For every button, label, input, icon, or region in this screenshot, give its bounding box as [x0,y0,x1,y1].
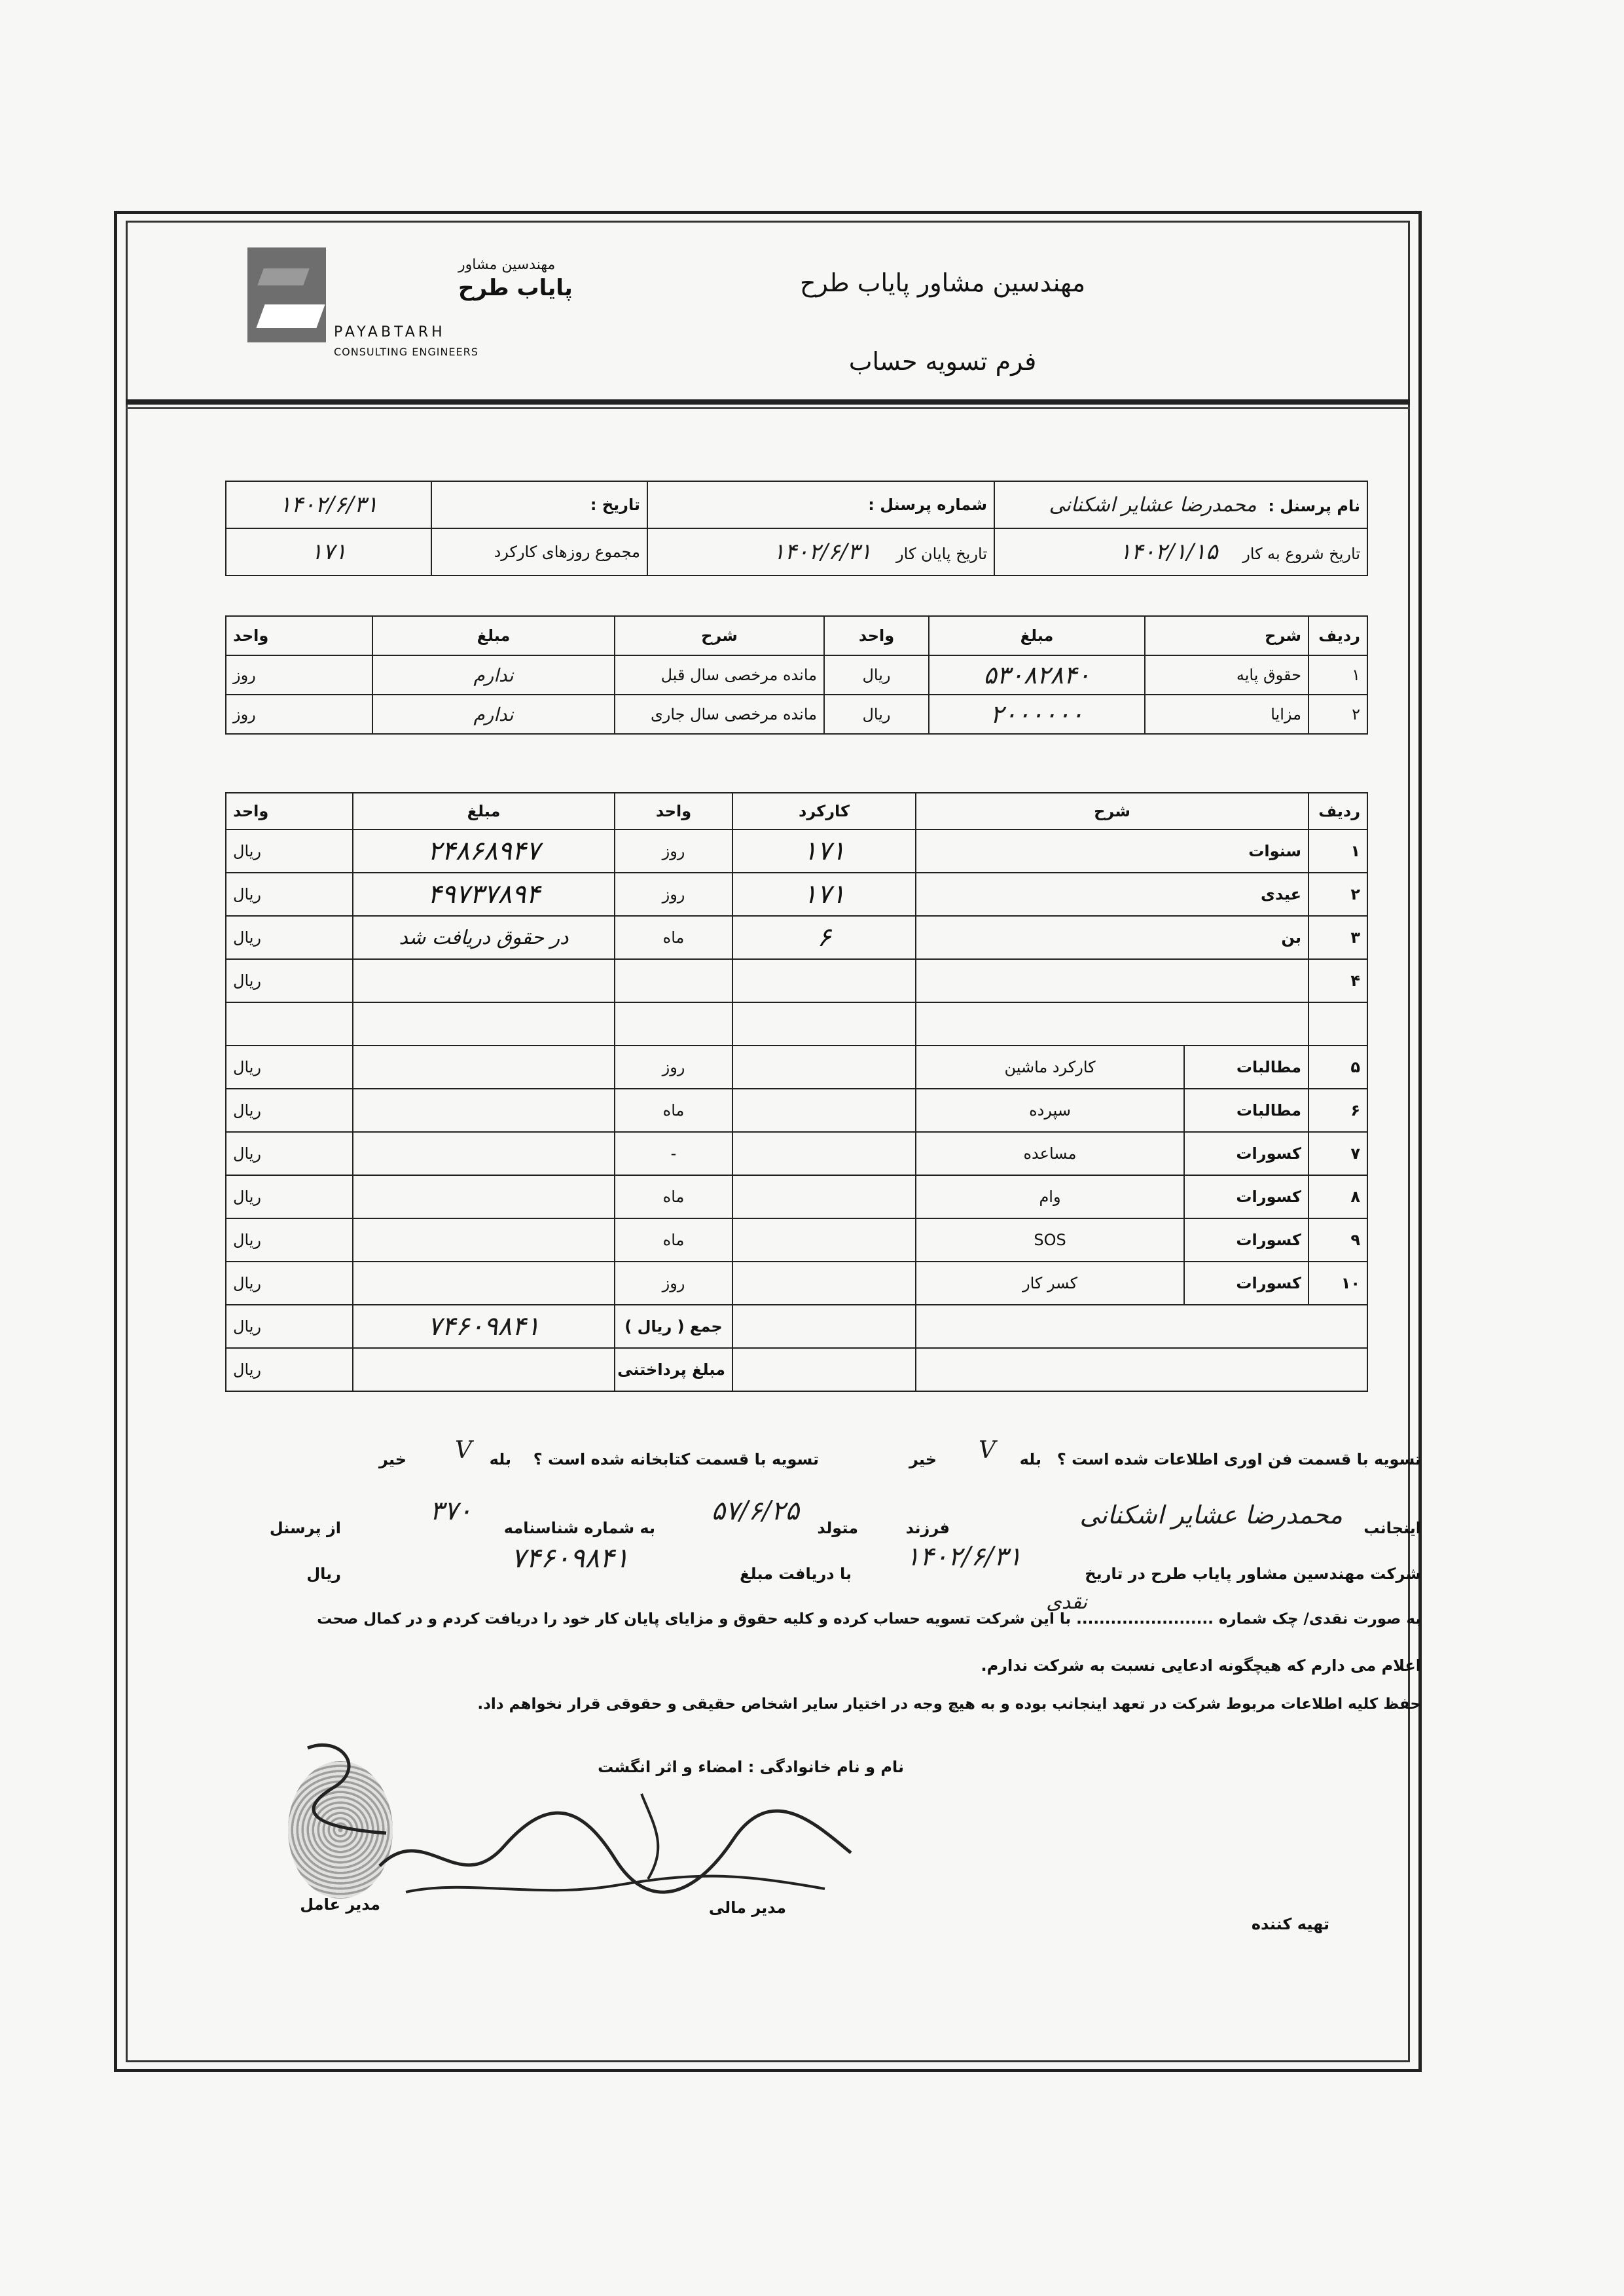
items-row-amount [353,1002,615,1046]
items-row-desc [916,959,1308,1002]
logo-text-line3: PAYABTARH [334,324,446,340]
start-date-label: تاریخ شروع به کار [1242,545,1360,563]
items-row-work [732,1218,916,1262]
leave-row-desc: مانده مرخصی سال جاری [615,695,824,734]
items-row-work [732,1132,916,1175]
items-payable-row [226,1348,1367,1391]
items-header-desc: شرح [916,793,1308,829]
ceo-label: مدیر عامل [300,1895,380,1914]
items-row [226,1175,1367,1218]
signature-label: نام و نام خانوادگی : امضاء و اثر انگشت [598,1758,904,1776]
total-unit: ریال [226,1305,353,1348]
items-row-num: ۶ [1308,1089,1367,1132]
items-row-work [732,1089,916,1132]
lib-clearance-no: خیر [378,1450,406,1468]
prepared-by-label: تهیه کننده [1251,1915,1329,1933]
items-row-work: ۶ [732,916,916,959]
items-header-unit2: واحد [226,793,353,829]
items-row-work [732,959,916,1002]
items-header-row-num: ردیف [1308,793,1367,829]
items-row-work [732,1046,916,1089]
items-row [226,959,1367,1002]
items-header-amount: مبلغ [353,793,615,829]
leave-row-desc: مانده مرخصی سال قبل [615,655,824,695]
salary-row-desc: حقوق پایه [1145,655,1308,695]
decl-line1-start: اینجانب [1363,1519,1421,1537]
salary-row-amount: ۵۳۰۸۲۸۴۰ [929,655,1145,695]
start-date-value: ۱۴۰۲/۱/۱۵ [1119,539,1218,565]
items-row-amount [353,959,615,1002]
decl-of-personnel: از پرسنل [269,1519,341,1537]
items-row [226,1132,1367,1175]
workdays-label: مجموع روزهای کارکرد [494,543,640,561]
items-row-amount [353,1089,615,1132]
items-row-unit2: ریال [226,1218,353,1262]
items-row-desc [916,1002,1308,1046]
items-row-unit2: ریال [226,873,353,916]
items-row-unit [615,959,732,1002]
items-row-num: ۱ [1308,829,1367,873]
signature-scribble [288,1728,406,1846]
leave-row-amount: ندارم [372,655,615,695]
salary-header-row-num: ردیف [1308,616,1367,655]
start-date-cell [994,528,1367,575]
items-row-unit2: ریال [226,1089,353,1132]
items-row-unit [615,1002,732,1046]
header-divider-thin [126,407,1410,409]
salary-header-amount: مبلغ [929,616,1145,655]
decl-id-number: ۳۷۰ [429,1496,472,1526]
items-table [225,792,1368,1392]
items-row-unit2: ریال [226,1132,353,1175]
items-row-unit2: ریال [226,959,353,1002]
workdays-value: ۱۷۱ [310,539,347,565]
workdays-label-cell [431,528,647,575]
items-row-work [732,1262,916,1305]
decl-id-label: به شماره شناسنامه [503,1519,655,1537]
it-clearance-check: V [979,1437,996,1464]
lib-clearance-question: تسویه با قسمت کتابخانه شده است ؟ [533,1450,819,1468]
items-row-subdesc: وام [916,1175,1184,1218]
items-row-desc: مطالبات [1184,1046,1308,1089]
salary-row [226,695,1367,734]
decl-currency: ریال [306,1565,341,1583]
items-row-unit: ماه [615,1175,732,1218]
items-row-subdesc: کسر کار [916,1262,1184,1305]
items-row-amount: ۲۴۸۶۸۹۴۷ [353,829,615,873]
items-row-desc: عیدی [916,873,1308,916]
workdays-value-cell [226,528,431,575]
items-row-unit2: ریال [226,1046,353,1089]
items-row-subdesc: SOS [916,1218,1184,1262]
personnel-name-value: محمدرضا عشایر اشکنانی [1049,493,1257,517]
logo-text-line1: مهندسین مشاور [458,257,556,273]
items-row-num: ۲ [1308,873,1367,916]
leave-header-desc: شرح [615,616,824,655]
items-row-desc: سنوات [916,829,1308,873]
decl-name: محمدرضا عشایر اشکنانی [1079,1501,1343,1529]
payable-value [353,1348,615,1391]
finance-manager-label: مدیر مالی [708,1899,786,1917]
items-row-num: ۴ [1308,959,1367,1002]
items-row-unit: ماه [615,1089,732,1132]
personnel-name-label: نام پرسنل : [1268,496,1360,515]
logo-mark [256,304,325,328]
items-row-desc: مطالبات [1184,1089,1308,1132]
items-row [226,829,1367,873]
it-clearance-question: تسویه با قسمت فن اوری اطلاعات شده است ؟ [1056,1450,1421,1468]
it-clearance-no: خیر [909,1450,937,1468]
salary-row-num: ۲ [1308,695,1367,734]
items-row [226,916,1367,959]
company-name: مهندسین مشاور پایاب طرح [799,268,1086,297]
salary-header-desc: شرح [1145,616,1308,655]
items-row-subdesc: سپرده [916,1089,1184,1132]
items-row [226,873,1367,916]
items-header-row [226,793,1367,829]
personnel-name-cell [994,481,1367,528]
form-date-value: ۱۴۰۲/۶/۳۱ [279,492,378,518]
lib-clearance-check: V [455,1437,472,1464]
decl-date: ۱۴۰۲/۶/۳۱ [905,1542,1022,1572]
items-row-num: ۱۰ [1308,1262,1367,1305]
items-row-unit: روز [615,829,732,873]
items-row-num: ۹ [1308,1218,1367,1262]
decl-line2-start: شرکت مهندسین مشاور پایاب طرح در تاریخ [1085,1565,1421,1583]
total-value: ۷۴۶۰۹۸۴۱ [353,1305,615,1348]
payable-unit: ریال [226,1348,353,1391]
decl-amount-label: با دریافت مبلغ [740,1565,852,1583]
salary-header-unit: واحد [824,616,929,655]
payable-label: مبلغ پرداختنی [615,1348,732,1391]
items-row-unit: روز [615,1262,732,1305]
personnel-number-cell [647,481,994,528]
personnel-table [225,481,1368,576]
leave-row-unit: روز [226,655,372,695]
it-clearance-yes: بله [1019,1450,1041,1468]
decl-born: متولد [817,1519,858,1537]
items-row-amount [353,1218,615,1262]
items-row-num: ۷ [1308,1132,1367,1175]
items-row-num: ۳ [1308,916,1367,959]
items-row-unit2: ریال [226,916,353,959]
items-row-unit: روز [615,1046,732,1089]
end-date-label: تاریخ پایان کار [896,545,987,563]
decl-payment-note: نقدی [1046,1591,1087,1614]
items-row-amount: در حقوق دریافت شد [353,916,615,959]
items-row-desc: کسورات [1184,1218,1308,1262]
items-row-amount [353,1175,615,1218]
items-row-desc: کسورات [1184,1175,1308,1218]
end-date-cell [647,528,994,575]
items-row-desc: کسورات [1184,1132,1308,1175]
decl-line4: اعلام می دارم که هیچگونه ادعایی نسبت به شرکت ندارم. [981,1656,1421,1675]
leave-header-unit: واحد [226,616,372,655]
form-date-label-cell [431,481,647,528]
items-row-unit2: ریال [226,829,353,873]
decl-birth-date: ۵۷/۶/۲۵ [711,1496,799,1526]
items-row [226,1218,1367,1262]
items-header-unit: واحد [615,793,732,829]
items-total-row [226,1305,1367,1348]
items-row [226,1262,1367,1305]
items-row-unit2: ریال [226,1175,353,1218]
items-row-subdesc: مساعده [916,1132,1184,1175]
items-row-work [732,1175,916,1218]
salary-row [226,655,1367,695]
items-row-unit: ماه [615,1218,732,1262]
items-row-num: ۵ [1308,1046,1367,1089]
items-row-work: ۱۷۱ [732,873,916,916]
company-logo [247,247,326,342]
personnel-number-label: شماره پرسنل : [868,496,987,514]
end-date-value: ۱۴۰۲/۶/۳۱ [772,539,872,565]
salary-header-row [226,616,1367,655]
items-row [226,1046,1367,1089]
handwritten-signature [367,1768,864,1918]
header-divider [126,399,1410,405]
logo-mark-top [257,268,309,285]
items-row-amount [353,1132,615,1175]
items-row-unit: روز [615,873,732,916]
items-row-unit: - [615,1132,732,1175]
items-row-subdesc: کارکرد ماشین [916,1046,1184,1089]
items-row [226,1089,1367,1132]
items-row-work [732,1002,916,1046]
items-row-num: ۸ [1308,1175,1367,1218]
salary-row-num: ۱ [1308,655,1367,695]
salary-row-amount: ۲۰۰۰۰۰۰ [929,695,1145,734]
total-label: جمع ( ریال ) [615,1305,732,1348]
items-row-unit2: ریال [226,1262,353,1305]
form-date-value-cell [226,481,431,528]
items-row-amount: ۴۹۷۳۷۸۹۴ [353,873,615,916]
leave-row-amount: ندارم [372,695,615,734]
items-row-amount [353,1262,615,1305]
decl-line3: به صورت نقدی/ چک شماره ........................ با این شرکت تسویه حساب کرده و کلیه حقوق و مزایای پایان کار خود را دریافت کردم و در کمال صحت [317,1611,1421,1628]
items-header-work: کارکرد [732,793,916,829]
salary-row-unit: ریال [824,655,929,695]
salary-row-desc: مزایا [1145,695,1308,734]
decl-child-of: فرزند [905,1519,950,1537]
salary-table [225,615,1368,735]
items-row-desc: کسورات [1184,1262,1308,1305]
leave-row-unit: روز [226,695,372,734]
items-row-desc: بن [916,916,1308,959]
items-row-unit: ماه [615,916,732,959]
items-row-work: ۱۷۱ [732,829,916,873]
form-date-label: تاریخ : [590,496,640,514]
items-row-amount [353,1046,615,1089]
items-row-unit2 [226,1002,353,1046]
items-row-num [1308,1002,1367,1046]
decl-line5: حفظ کلیه اطلاعات مربوط شرکت در تعهد اینجانب بوده و به هیچ وجه در اختیار سایر اشخاص حقیقی و حقوقی قرار نخواهم داد. [477,1696,1421,1713]
items-row [226,1002,1367,1046]
leave-header-amount: مبلغ [372,616,615,655]
logo-text-line4: CONSULTING ENGINEERS [334,346,478,358]
lib-clearance-yes: بله [489,1450,511,1468]
salary-row-unit: ریال [824,695,929,734]
decl-amount: ۷۴۶۰۹۸۴۱ [511,1542,629,1574]
form-title: فرم تسویه حساب [848,347,1037,376]
logo-text-line2: پایاب طرح [458,275,573,301]
